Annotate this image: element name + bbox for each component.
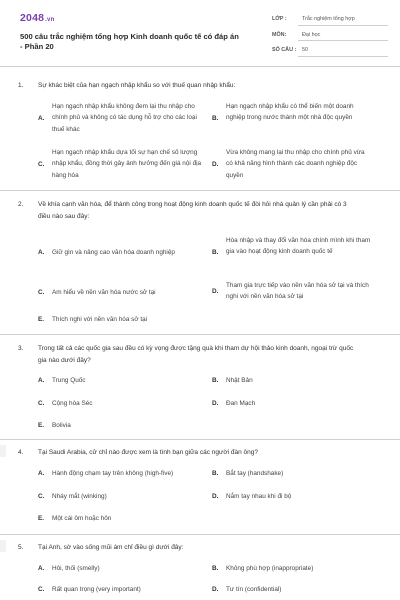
option-text: Hạn ngạch nhập khẩu dựa tối sự hạn chế số lượng nhập khẩu, đồng thời gây ảnh hưởng đến giá nội địa hàng hóa	[52, 149, 202, 179]
question-stem: Tại Saudi Arabia, cử chỉ nào được xem là tình bạn giữa các người đàn ông?	[38, 449, 258, 456]
question-stem: Trong tất cả các quốc gia sau đều có kỳ vọng được tặng quà khi tham dự hội thảo kinh doanh, ngoại trừ quốc gia nào dưới đây?	[38, 345, 354, 364]
option-letter: D.	[212, 493, 219, 500]
option-letter: B.	[212, 565, 219, 572]
question-number: 1.	[18, 82, 24, 89]
option-text: Nắm tay nhau khi đi bộ	[226, 493, 292, 500]
option-text: Am hiểu về nền văn hóa nước sở tại	[52, 289, 156, 296]
option-text: Hôi, thối (smelly)	[52, 565, 100, 572]
option-text: Hòa nhập và thay đổi văn hóa chính mình khi tham gia vào hoạt động kinh doanh quốc tế	[226, 237, 371, 256]
option-text: Hành động chạm tay trên không (high-five)	[52, 470, 174, 477]
option-letter: E.	[38, 316, 45, 323]
question-divider	[0, 534, 400, 535]
question-number: 2.	[18, 201, 24, 208]
option-letter: D.	[212, 400, 219, 407]
option-text: Hạn ngạch nhập khẩu có thể biến một doanh nghiệp trong nước thành một nhà độc quyền	[226, 103, 354, 122]
meta-count-value: 50	[302, 47, 308, 53]
option-text: Giữ gìn và nâng cao văn hóa doanh nghiệp	[52, 249, 175, 256]
option-letter: A.	[38, 377, 45, 384]
option-text: Hạn ngạch nhập khẩu không đem lại thu nhập cho chính phủ và không có tác dụng hỗ trợ cho các loại thuế khác	[52, 103, 197, 133]
meta-class-row	[258, 12, 388, 28]
option-text: Bắt tay (handshake)	[226, 470, 284, 477]
option-text: Đan Mạch	[226, 400, 256, 407]
meta-subject-value: Đại học	[302, 31, 321, 38]
option-letter: A.	[38, 565, 45, 572]
meta-subject-label: MÔN:	[272, 31, 287, 38]
option-letter: B.	[212, 470, 219, 477]
option-text: Rất quan trọng (very important)	[52, 586, 141, 593]
option-text: Tham gia trực tiếp vào nền văn hóa sở tại và thích nghi với nền văn hóa sở tại	[226, 282, 369, 301]
option-text: Thích nghi với nền văn hóa sở tại	[52, 316, 148, 323]
option-text: Nhật Bản	[226, 377, 253, 384]
meta-subject-row	[258, 28, 388, 44]
option-letter: A.	[38, 470, 45, 477]
option-letter: B.	[212, 115, 219, 122]
option-letter: D.	[212, 288, 219, 295]
question-stem: Sự khác biệt của hạn ngạch nhập khẩu so với thuế quan nhập khẩu:	[38, 82, 236, 89]
option-text: Nháy mắt (winking)	[52, 493, 107, 500]
option-letter: E.	[38, 422, 45, 429]
option-letter: D.	[212, 586, 219, 593]
option-letter: C.	[38, 586, 45, 593]
option-text: Tư tín (confidential)	[226, 586, 282, 593]
question-divider	[0, 439, 400, 440]
option-letter: C.	[38, 400, 45, 407]
option-letter: E.	[38, 515, 45, 522]
option-text: Cộng hòa Séc	[52, 400, 93, 407]
option-text: Trung Quốc	[52, 377, 86, 384]
question-number: 3.	[18, 345, 24, 352]
question-divider	[0, 190, 400, 191]
option-text: Bolivia	[52, 422, 71, 429]
question-stem: Tại Anh, sờ vào sống mũi ám chỉ điều gì dưới đây:	[38, 544, 184, 551]
meta-class-value: Trắc nghiệm tổng hợp	[302, 16, 355, 22]
document-header	[20, 12, 388, 60]
question-stem: Về khía cạnh văn hóa, để thành công trong hoạt động kinh doanh quốc tế đòi hỏi nhà quản lý cần phải có 3 điều nào sau đây:	[38, 201, 347, 220]
option-letter: A.	[38, 115, 45, 122]
option-text: Vừa không mang lại thu nhập cho chính phủ vừa có khả năng hình thành các doanh nghiệp độc quyền	[226, 149, 365, 179]
document-title: 500 câu trắc nghiệm tổng hợp Kinh doanh quốc tế có đáp án - Phần 20	[20, 32, 239, 51]
option-letter: C.	[38, 161, 45, 168]
option-text: Không phù hợp (inappropriate)	[226, 565, 314, 572]
question-divider	[0, 334, 400, 335]
option-letter: D.	[212, 161, 219, 168]
option-letter: A.	[38, 249, 45, 256]
header-divider	[0, 66, 400, 67]
site-logo[interactable]: 2048.vn	[20, 12, 55, 24]
question-number: 5.	[18, 544, 24, 551]
meta-class-label: LỚP :	[272, 16, 287, 22]
meta-count-row	[258, 43, 388, 59]
document-meta	[258, 12, 388, 59]
question-number: 4.	[18, 449, 24, 456]
option-letter: C.	[38, 289, 45, 296]
option-letter: B.	[212, 249, 219, 256]
option-text: Một cái ôm hoặc hôn	[52, 515, 112, 522]
option-letter: C.	[38, 493, 45, 500]
option-letter: B.	[212, 377, 219, 384]
meta-count-label: SỐ CÂU :	[272, 47, 297, 53]
